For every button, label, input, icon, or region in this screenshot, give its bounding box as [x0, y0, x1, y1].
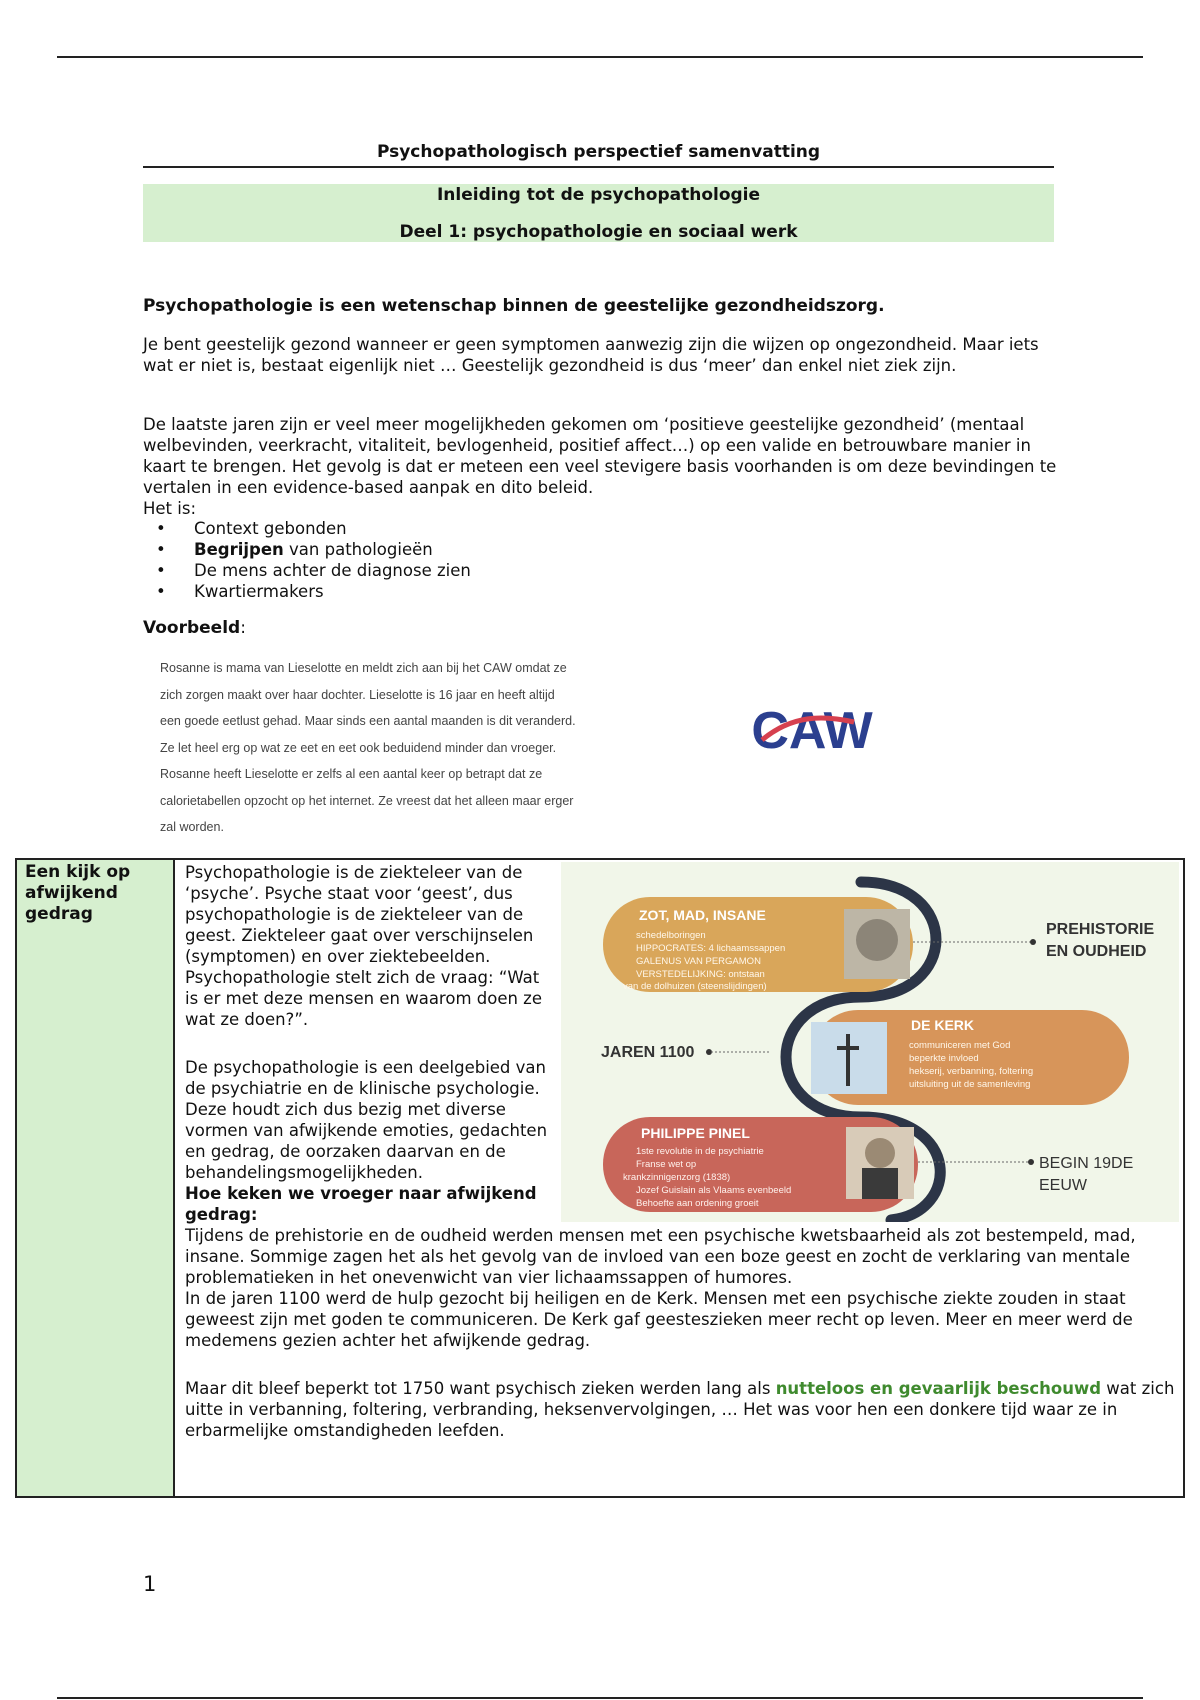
bullet-text: Kwartiermakers	[194, 582, 324, 601]
highlight-useless-dangerous: nutteloos en gevaarlijk beschouwd	[775, 1379, 1102, 1398]
chapter-title: Inleiding tot de psychopathologie	[436, 185, 761, 205]
document-title: Psychopathologisch perspectief samenvatting	[143, 142, 1054, 168]
bottom-rule	[57, 1697, 1143, 1699]
spacer	[185, 1351, 1175, 1378]
timeline-box-1-item: HIPPOCRATES: 4 lichaamssappen	[636, 943, 786, 954]
intro-lead: Psychopathologie is een wetenschap binnen de geestelijke gezondheidszorg.	[143, 296, 885, 316]
example-heading	[143, 618, 1063, 639]
history-paragraph-3-end: wat zich uitte in verbanning, foltering, verbranding, heksenvervolgingen, … Het was voor hen een donkere tijd waar ze in erbarmelijke omstandigheden leefden.	[185, 1379, 1175, 1440]
list-item	[143, 581, 471, 602]
table-label-cell	[16, 859, 174, 1497]
portrait-pinel-coat	[862, 1168, 898, 1199]
page-number: 1	[143, 1572, 157, 1596]
list-item	[143, 539, 471, 560]
portrait-pinel-head	[865, 1138, 895, 1168]
history-paragraph-3-start: Maar dit bleef beperkt tot 1750 want psychisch zieken werden lang als	[185, 1379, 776, 1398]
history-timeline-image	[561, 862, 1179, 1222]
timeline-box-3-item: Behoefte aan ordening groeit	[636, 1198, 759, 1209]
intro-paragraph-1: Je bent geestelijk gezond wanneer er geen symptomen aanwezig zijn die wijzen op ongezondheid. Maar iets wat er niet is, bestaat eigenlijk niet … Geestelijk gezondheid is dus ‘meer’ dan enkel niet ziek zijn.	[143, 335, 1039, 375]
example-line: zal worden.	[160, 820, 224, 834]
caw-logo-text: CAW	[751, 702, 873, 760]
timeline-dot-3	[1028, 1159, 1034, 1165]
timeline-box-3-title: PHILIPPE PINEL	[641, 1125, 750, 1141]
bullet-text: Context gebonden	[194, 519, 347, 538]
timeline-box-1-item: GALENUS VAN PERGAMON	[636, 956, 761, 967]
timeline-box-3-item: Jozef Guislain als Vlaams evenbeeld	[636, 1185, 792, 1196]
table-label: Een kijk op afwijkend gedrag	[25, 862, 131, 924]
timeline-box-2-title: DE KERK	[911, 1017, 975, 1033]
timeline-label-1-line2: EN OUDHEID	[1046, 943, 1147, 960]
example-line: een goede eetlust gehad. Maar sinds een aantal maanden is dit veranderd.	[160, 714, 576, 728]
example-line: Rosanne is mama van Lieselotte en meldt zich aan bij het CAW omdat ze	[160, 661, 567, 675]
timeline-box-1-item: schedelboringen	[636, 930, 706, 941]
example-heading-colon: :	[240, 618, 246, 638]
psychopathology-question: Psychopathologie stelt zich de vraag: “Wat is er met deze mensen en waarom doen ze wat ze doen?”.	[185, 968, 542, 1029]
timeline-label-1-line1: PREHISTORIE	[1046, 921, 1155, 938]
timeline-label-3-line1: BEGIN 19DE	[1039, 1155, 1134, 1172]
top-rule	[57, 56, 1143, 58]
timeline-box-2-item: beperkte invloed	[909, 1053, 979, 1064]
history-paragraph-3	[185, 1378, 1175, 1441]
content-table	[15, 858, 1185, 1498]
church-cross-horizontal	[837, 1046, 859, 1050]
church-cross-vertical	[846, 1034, 850, 1086]
bullet-text: De mens achter de diagnose zien	[194, 561, 471, 580]
timeline-box-3-item: 1ste revolutie in de psychiatrie	[636, 1146, 764, 1157]
timeline-label-2: JAREN 1100	[601, 1044, 695, 1061]
timeline-box-1-item: VERSTEDELIJKING: ontstaan	[636, 969, 765, 980]
part-title: Deel 1: psychopathologie en sociaal werk	[399, 222, 798, 242]
timeline-box-2-item: hekserij, verbanning, foltering	[909, 1066, 1034, 1077]
timeline-box-3-item: Franse wet op	[636, 1159, 697, 1170]
bullet-text: van pathologieën	[283, 540, 433, 559]
timeline-box-1-title: ZOT, MAD, INSANE	[639, 907, 766, 923]
table-content-cell	[174, 859, 1184, 1497]
timeline-box-1-item: van de dolhuizen (steenslijdingen)	[623, 981, 767, 992]
example-line: calorietabellen opzocht op het internet. Ze vreest dat het alleen maar erger	[160, 793, 574, 808]
timeline-box-2-item: uitsluiting uit de samenleving	[909, 1079, 1031, 1090]
timeline-box-2-item: communiceren met God	[909, 1040, 1011, 1051]
example-line: zich zorgen maakt over haar dochter. Lieselotte is 16 jaar en heeft altijd	[160, 687, 555, 702]
history-paragraph-2: In de jaren 1100 werd de hulp gezocht bij heiligen en de Kerk. Mensen met een psychische ziekte zouden in staat geweest zijn met goden te communiceren. De Kerk gaf geesteszieken meer recht op leven. Meer en meer werd de medemens gezien achter het afwijkende gedrag.	[185, 1289, 1133, 1350]
intro-paragraph-2-text: De laatste jaren zijn er veel meer mogelijkheden gekomen om ‘positieve geestelijke gezondheid’ (mentaal welbevinden, veerkracht, vitaliteit, bevlogenheid, positief affect…) op een valide en betrouwbare manier in kaart te brengen. Het gevolg is dat er meteen een veel stevigere basis voorhanden is om deze bevindingen te vertalen in een evidence-based aanpak en dito beleid.	[143, 415, 1057, 497]
portrait-hippocrates-head	[856, 919, 898, 961]
intro-bullet-list	[143, 518, 471, 602]
list-item	[143, 560, 471, 581]
het-is-label: Het is:	[143, 499, 197, 518]
timeline-dot-1	[1030, 939, 1036, 945]
timeline-box-3-item: krankzinnigenzorg (1838)	[623, 1172, 731, 1183]
example-line: Rosanne heeft Lieselotte er zelfs al een aantal keer op betrapt dat ze	[160, 767, 543, 781]
psychopathology-definition: Psychopathologie is de ziekteleer van de ‘psyche’. Psyche staat voor ‘geest’, dus psychopathologie is de ziekteleer van de geest. Ziekteleer gaat over verschijnselen (symptomen) en over ziektebeelden.	[185, 863, 534, 966]
intro-paragraph-2	[143, 414, 1063, 519]
example-line: Ze let heel erg op wat ze eet en eet ook beduidend minder dan vroeger.	[160, 740, 557, 755]
history-subheading: Hoe keken we vroeger naar afwijkend gedrag:	[185, 1184, 537, 1224]
list-item	[143, 518, 471, 539]
timeline-label-3-line2: EEUW	[1039, 1177, 1087, 1194]
example-text-block	[160, 655, 680, 841]
caw-logo	[742, 700, 882, 760]
chapter-banner	[143, 184, 1054, 242]
history-paragraph-1: Tijdens de prehistorie en de oudheid werden mensen met een psychische kwetsbaarheid als zot bestempeld, mad, insane. Sommige zagen het als het gevolg van de invloed van een boze geest en zocht de verklaring van mentale problematieken in het onevenwicht van vier lichaamssappen of humores.	[185, 1226, 1136, 1287]
bullet-bold: Begrijpen	[194, 540, 284, 559]
example-heading-text: Voorbeeld	[143, 618, 241, 638]
deelgebied-paragraph: De psychopathologie is een deelgebied van de psychiatrie en de klinische psychologie. Deze houdt zich dus bezig met diverse vormen van afwijkende emoties, gedachten en gedrag, de oorzaken daarvan en de behandelingsmogelijkheden.	[185, 1058, 548, 1182]
